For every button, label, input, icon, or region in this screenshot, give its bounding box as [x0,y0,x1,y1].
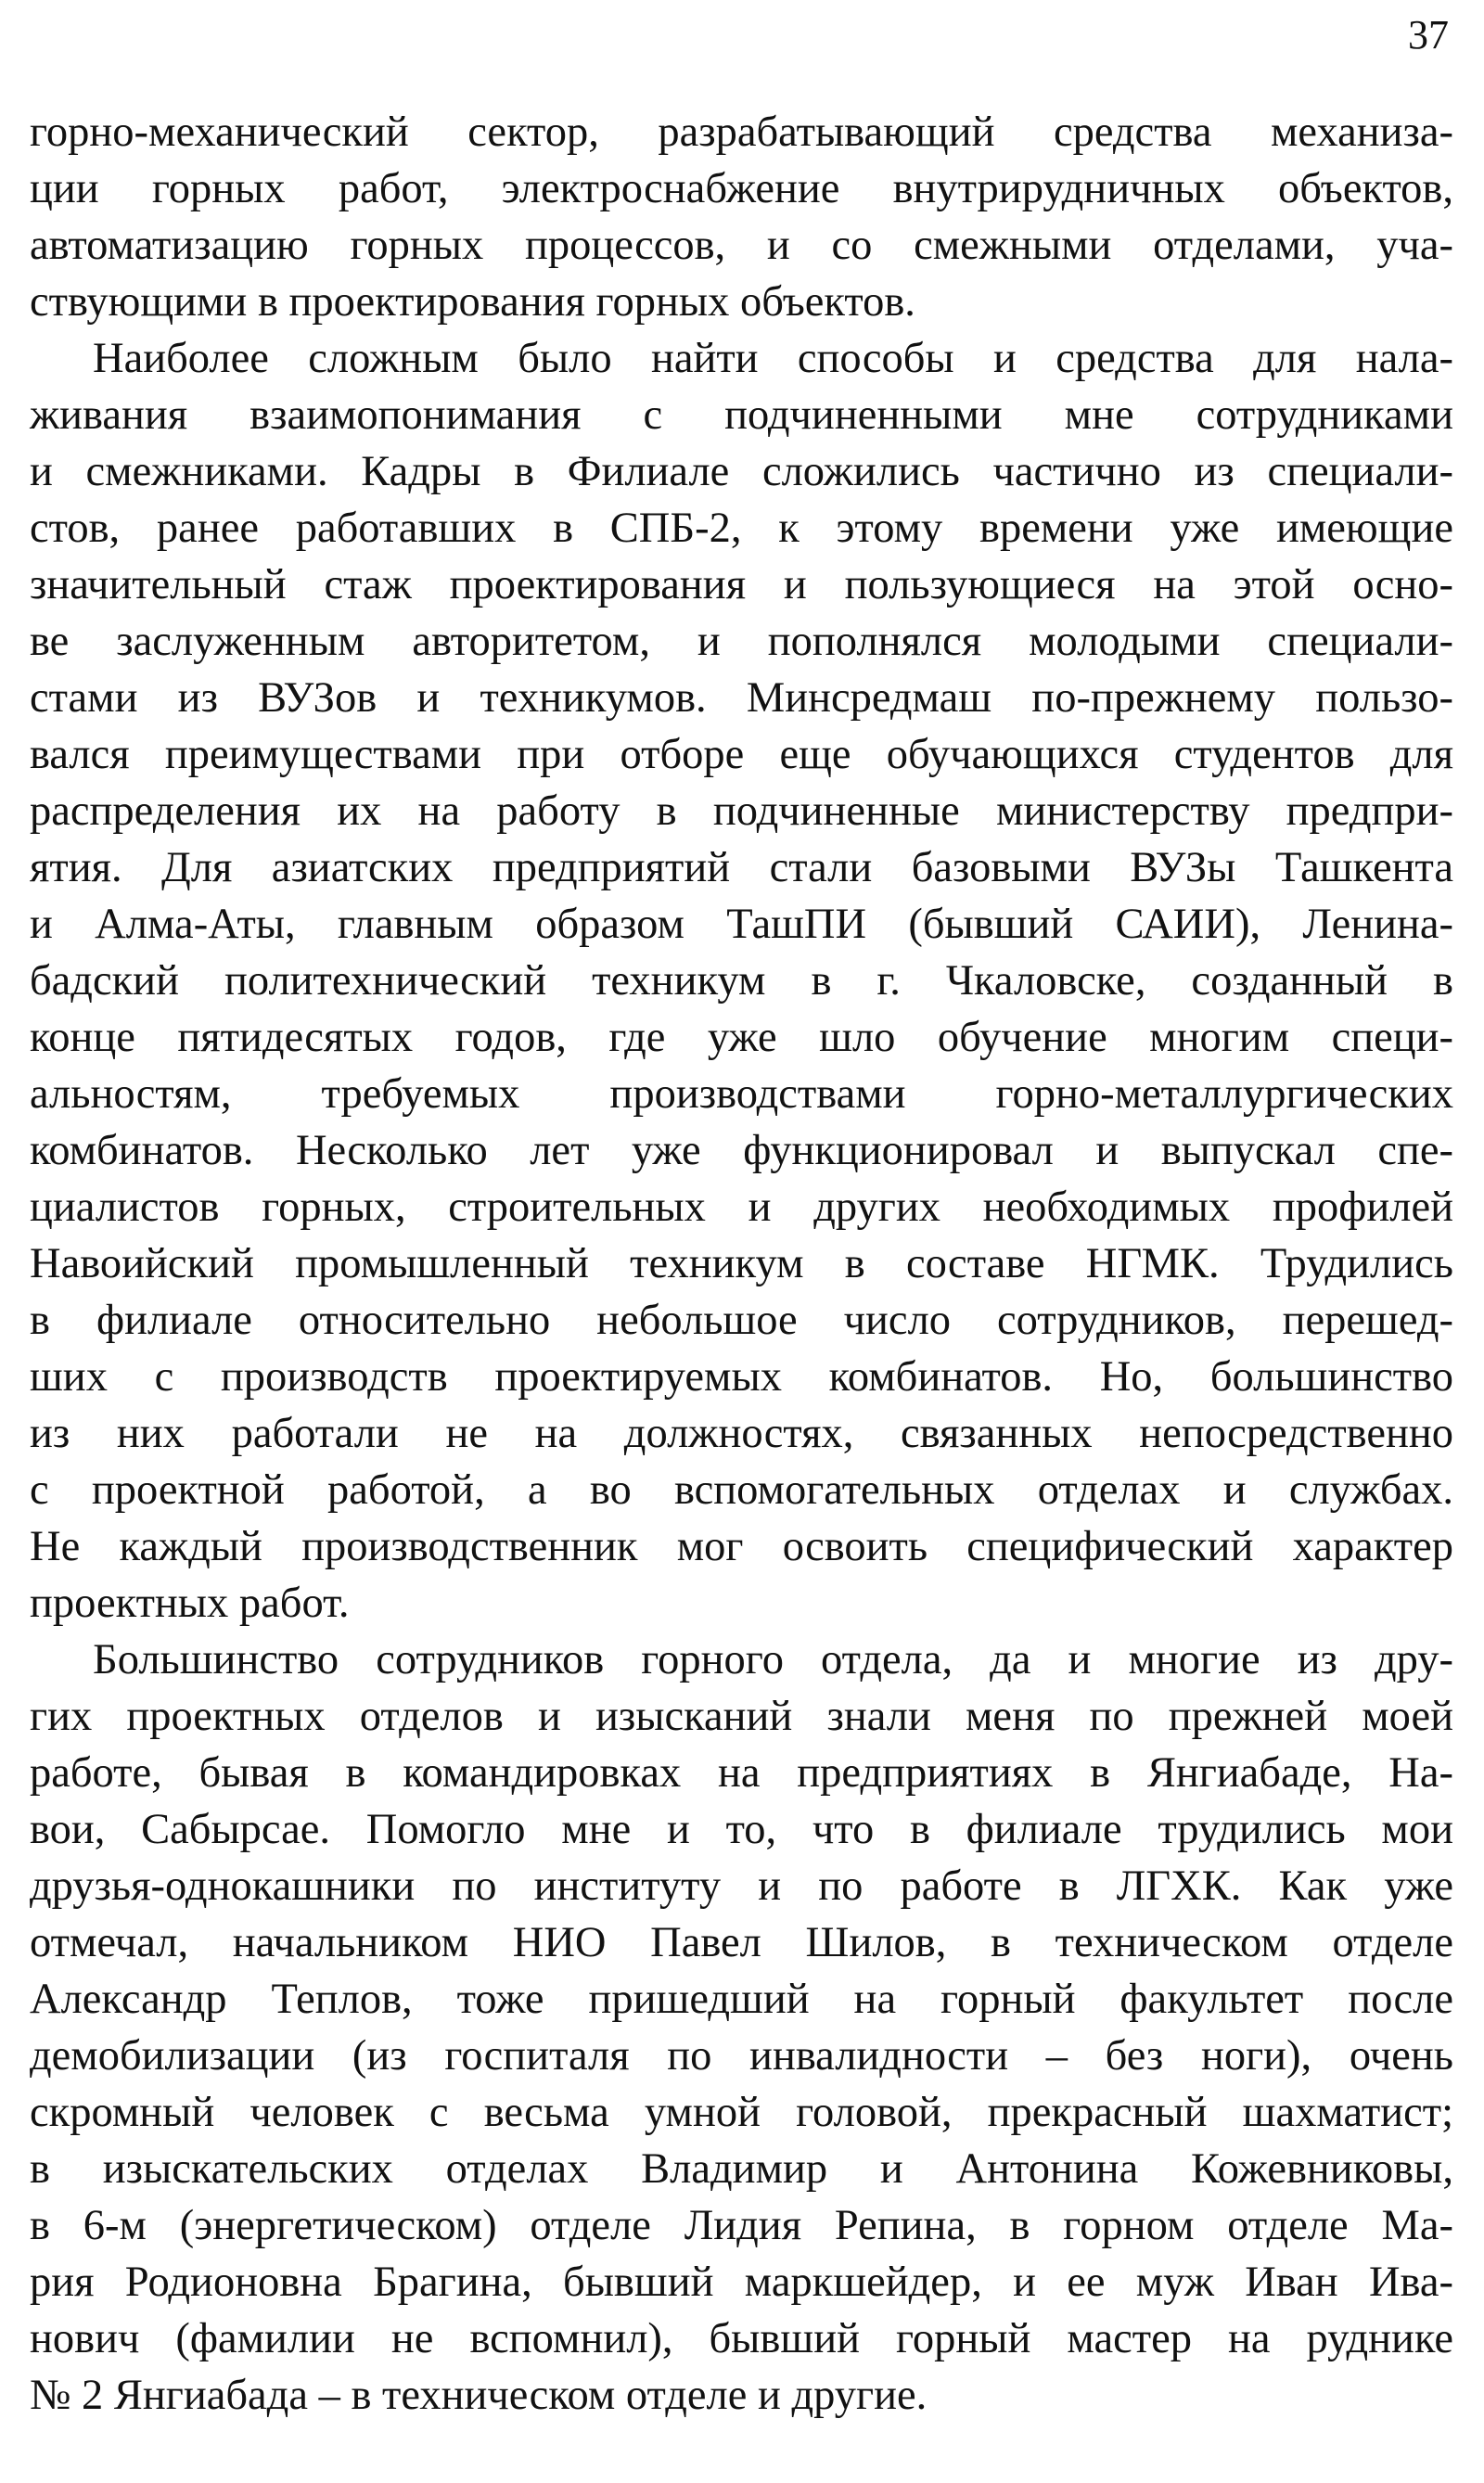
text-line: проектных работ. [30,1580,350,1627]
page-number: 37 [1408,12,1449,58]
text-line: ших с производств проектируемых комбинатов. Но, большинство [30,1353,1453,1401]
text-line: живания взаимопонимания с подчиненными мне сотрудниками [30,391,1453,439]
text-line: ствующими в проектирования горных объектов. [30,278,915,326]
text-line: в филиале относительно небольшое число сотрудников, перешед- [30,1297,1453,1344]
text-line: горно-механический сектор, разрабатывающий средства механиза- [30,109,1453,156]
text-line: и Алма-Аты, главным образом ТашПИ (бывший САИИ), Ленина- [30,901,1453,948]
text-line: гих проектных отделов и изысканий знали меня по прежней моей [30,1693,1453,1740]
text-line: демобилизации (из госпиталя по инвалидности – без ноги), очень [30,2032,1453,2080]
text-line: Александр Теплов, тоже пришедший на горный факультет после [30,1976,1453,2023]
text-line: скромный человек с весьма умной головой, прекрасный шахматист; [30,2089,1453,2136]
text-line: комбинатов. Несколько лет уже функционировал и выпускал спе- [30,1127,1453,1174]
text-line: нович (фамилии не вспомнил), бывший горный мастер на руднике [30,2315,1453,2362]
text-line: вался преимуществами при отборе еще обучающихся студентов для [30,731,1453,778]
text-line: № 2 Янгиабада – в техническом отделе и другие. [30,2372,928,2419]
text-line: вои, Сабырсае. Помогло мне и то, что в филиале трудились мои [30,1806,1453,1853]
text-line: в изыскательских отделах Владимир и Антонина Кожевниковы, [30,2145,1453,2193]
text-line: значительный стаж проектирования и пользующиеся на этой осно- [30,561,1453,608]
text-line: Не каждый производственник мог освоить специфический характер [30,1523,1453,1570]
text-line: конце пятидесятых годов, где уже шло обучение многим специ- [30,1014,1453,1061]
paragraph-start-line: Большинство сотрудников горного отдела, да и многие из дру- [93,1636,1453,1683]
text-line: ятия. Для азиатских предприятий стали базовыми ВУЗы Ташкента [30,844,1453,891]
text-line: альностям, требуемых производствами горно-металлургических [30,1070,1453,1118]
text-line: друзья-однокашники по институту и по работе в ЛГХК. Как уже [30,1862,1453,1910]
text-line: циалистов горных, строительных и других необходимых профилей [30,1184,1453,1231]
text-line: распределения их на работу в подчиненные министерству предпри- [30,787,1453,835]
text-line: рия Родионовна Брагина, бывший маркшейдер, и ее муж Иван Ива- [30,2259,1453,2306]
text-line: бадский политехнический техникум в г. Чкаловске, созданный в [30,957,1453,1005]
text-line: Навоийский промышленный техникум в составе НГМК. Трудились [30,1240,1453,1287]
text-line: и смежниками. Кадры в Филиале сложились частично из специали- [30,448,1453,495]
text-line: автоматизацию горных процессов, и со смежными отделами, уча- [30,222,1453,269]
text-line: ве заслуженным авторитетом, и пополнялся молодыми специали- [30,618,1453,665]
text-line: из них работали не на должностях, связанных непосредственно [30,1410,1453,1457]
text-line: стами из ВУЗов и техникумов. Минсредмаш по-прежнему пользо- [30,674,1453,722]
paragraph-start-line: Наиболее сложным было найти способы и средства для нала- [93,335,1453,382]
text-line: работе, бывая в командировках на предприятиях в Янгиабаде, На- [30,1749,1453,1797]
text-line: отмечал, начальником НИО Павел Шилов, в техническом отделе [30,1919,1453,1966]
text-line: ции горных работ, электроснабжение внутрирудничных объектов, [30,165,1453,212]
text-line: в 6-м (энергетическом) отделе Лидия Репина, в горном отделе Ма- [30,2202,1453,2249]
text-line: стов, ранее работавших в СПБ-2, к этому времени уже имеющие [30,505,1453,552]
text-line: с проектной работой, а во вспомогательных отделах и службах. [30,1466,1453,1514]
